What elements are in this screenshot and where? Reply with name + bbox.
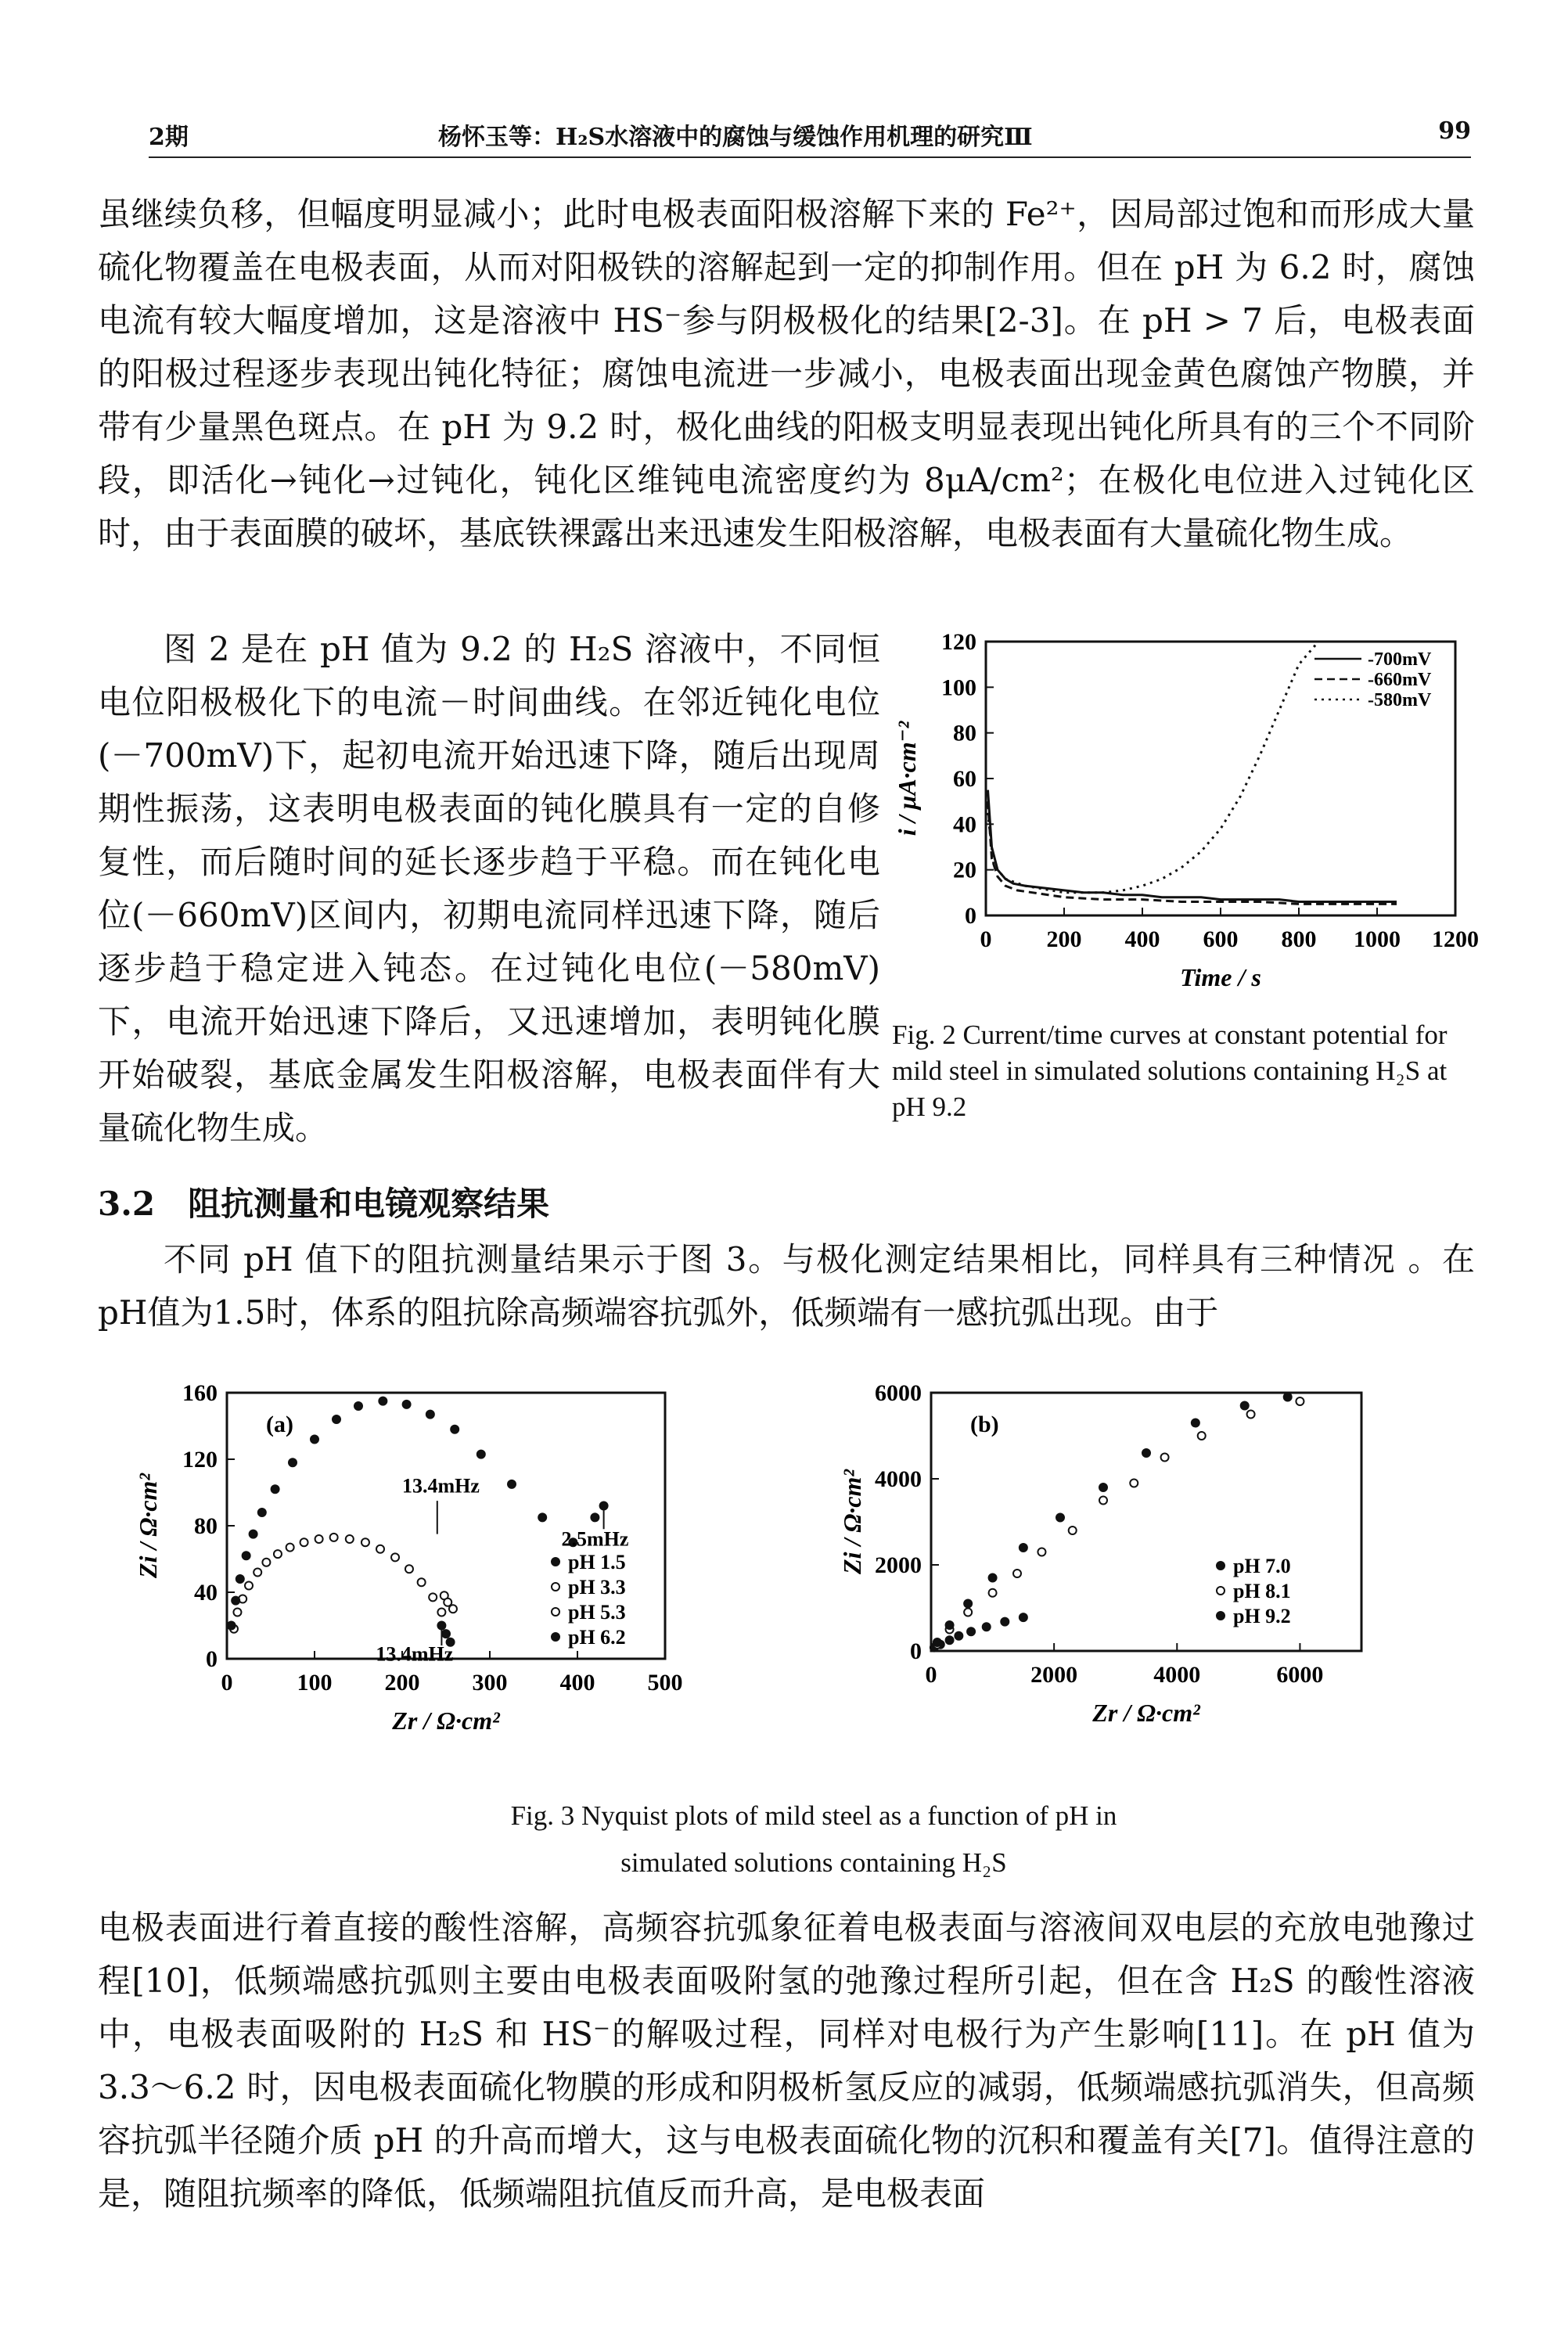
legend-label: pH 3.3 xyxy=(568,1576,626,1599)
data-point xyxy=(391,1553,399,1561)
legend-label: pH 5.3 xyxy=(568,1601,626,1624)
x-tick-label: 6000 xyxy=(1276,1662,1324,1688)
data-point xyxy=(250,1530,257,1538)
y-tick-label: 0 xyxy=(965,903,976,929)
data-point xyxy=(1099,1483,1107,1491)
data-point xyxy=(1192,1419,1199,1427)
fig3-caption-line1: Fig. 3 Nyquist plots of mild steel as a function of pH in xyxy=(510,1800,1117,1831)
data-point xyxy=(1130,1480,1138,1487)
y-axis-label: Zi / Ω·cm² xyxy=(134,1473,162,1578)
data-point xyxy=(1069,1527,1077,1534)
data-point xyxy=(418,1578,426,1586)
panel-label: (a) xyxy=(266,1412,293,1437)
y-tick-label: 0 xyxy=(206,1646,218,1672)
y-tick-label: 0 xyxy=(910,1638,922,1664)
data-point xyxy=(254,1569,261,1577)
data-point xyxy=(955,1632,962,1640)
y-tick-label: 60 xyxy=(953,766,976,792)
data-point xyxy=(403,1401,411,1408)
data-point xyxy=(989,1574,997,1582)
data-point xyxy=(1038,1548,1045,1556)
legend-label: -660mV xyxy=(1368,670,1432,690)
data-point xyxy=(311,1436,318,1444)
annotation-freq: 13.4mHz xyxy=(376,1642,454,1666)
paragraph-2: 图 2 是在 pH 值为 9.2 的 H₂S 溶液中，不同恒电位阳极极化下的电流－时间曲线。在邻近钝化电位(－700mV)下，起初电流开始迅速下降，随后出现周期性振荡，这表明电极表面的钝化膜具有一定的自修复性，而后随时间的延长逐步趋于平稳。而在钝化电位(－660mV)区间内，初期电流同样迅速下降，随后逐步趋于稳定进入钝态。在过钝化电位(－580mV)下，电流开始迅速下降后，又迅速增加，表明钝化膜开始破裂，基底金属发生阳极溶解，电极表面伴有大量硫化物生成。 xyxy=(98,630,880,1147)
data-point xyxy=(258,1509,266,1516)
data-point xyxy=(538,1513,546,1521)
paragraph-1: 虽继续负移，但幅度明显减小；此时电极表面阳极溶解下来的 Fe²⁺，因局部过饱和而形成大量硫化物覆盖在电极表面，从而对阳极铁的溶解起到一定的抑制作用。但在 pH 为 6.2 时，腐蚀电流有较大幅度增加，这是溶液中 HS⁻参与阴极极化的结果[2-3]。在 pH > 7 后，电极表面的阳极过程逐步表现出钝化特征；腐蚀电流进一步减小，电极表面出现金黄色腐蚀产物膜，并带有少量黑色斑点。在 pH 为 9.2 时，极化曲线的阳极支明显表现出钝化所具有的三个不同阶段，即活化→钝化→过钝化，钝化区维钝电流密度约为 8μA/cm²；在极化电位进入过钝化区时，由于表面膜的破坏，基底铁裸露出来迅速发生阳极溶解，电极表面有大量硫化物生成。 xyxy=(98,195,1475,552)
y-tick-label: 160 xyxy=(182,1380,218,1406)
legend-label: pH 6.2 xyxy=(568,1626,626,1649)
y-axis-label: i / μA·cm⁻² xyxy=(893,721,921,836)
data-point xyxy=(449,1605,457,1613)
data-point xyxy=(989,1589,997,1597)
paragraph-3: 不同 pH 值下的阻抗测量结果示于图 3。与极化测定结果相比，同样具有三种情况 。在pH值为1.5时，体系的阻抗除高频端容抗弧外，低频端有一感抗弧出现。由于 xyxy=(98,1240,1475,1332)
x-tick-label: 0 xyxy=(980,926,992,952)
fig3b-chart xyxy=(814,1377,1408,1753)
legend-label: pH 7.0 xyxy=(1233,1555,1291,1577)
y-tick-label: 40 xyxy=(194,1580,218,1606)
data-point xyxy=(228,1622,236,1630)
data-point xyxy=(1056,1514,1064,1522)
legend-label: pH 9.2 xyxy=(1233,1605,1291,1627)
data-point xyxy=(262,1559,270,1566)
data-point xyxy=(243,1552,250,1559)
annotation-freq: 13.4mHz xyxy=(402,1474,480,1498)
data-point xyxy=(508,1480,516,1488)
data-point xyxy=(1099,1497,1107,1505)
legend-marker xyxy=(552,1558,559,1566)
data-point xyxy=(289,1458,297,1466)
x-tick-label: 800 xyxy=(1281,926,1317,952)
x-axis-label: Zr / Ω·cm² xyxy=(1092,1699,1200,1727)
data-point xyxy=(232,1597,239,1605)
running-header xyxy=(149,117,1471,158)
y-tick-label: 40 xyxy=(953,811,976,838)
y-tick-label: 2000 xyxy=(875,1552,922,1578)
x-tick-label: 1000 xyxy=(1354,926,1401,952)
paragraph-4: 电极表面进行着直接的酸性溶解，高频容抗弧象征着电极表面与溶液间双电层的充放电弛豫过程[10]，低频端感抗弧则主要由电极表面吸附氢的弛豫过程所引起，但在含 H₂S 的酸性溶液中，电极表面吸附的 H₂S 和 HS⁻的解吸过程，同样对电极行为产生影响[11]。在 pH 值为 3.3～6.2 时，因电极表面硫化物膜的形成和阴极析氢反应的减弱，低频端感抗弧消失，但高频容抗弧半径随介质 pH 的升高而增大，这与电极表面硫化物的沉积和覆盖有关[7]。值得注意的是，随阻抗频率的降低，低频端阻抗值反而升高，是电极表面 xyxy=(98,1908,1475,2213)
panel-label: (b) xyxy=(970,1412,999,1437)
fig3-caption-line2: simulated solutions containing H₂S xyxy=(620,1847,1007,1878)
data-point xyxy=(376,1545,384,1553)
x-axis-label: Zr / Ω·cm² xyxy=(392,1706,500,1735)
x-tick-label: 400 xyxy=(1124,926,1160,952)
issue-number: 2期 xyxy=(149,124,189,151)
data-point xyxy=(354,1402,362,1410)
x-tick-label: 400 xyxy=(559,1670,595,1696)
legend-marker xyxy=(552,1608,559,1616)
data-point xyxy=(1241,1402,1249,1410)
data-point xyxy=(451,1426,459,1433)
legend-marker xyxy=(552,1633,559,1641)
fig3a-chart xyxy=(125,1377,720,1784)
page-number: 99 xyxy=(1438,117,1471,145)
data-point xyxy=(346,1535,354,1543)
data-point xyxy=(426,1411,434,1419)
data-point xyxy=(442,1630,450,1638)
section-heading: 3.2 阻抗测量和电镜观察结果 xyxy=(98,1185,550,1223)
fig2-caption: Fig. 2 Current/time curves at constant potential for mild steel in simulated solutions containing H₂S at pH 9.2 xyxy=(892,1020,1448,1122)
y-tick-label: 120 xyxy=(941,629,976,655)
data-point xyxy=(1296,1397,1304,1405)
data-point xyxy=(1013,1570,1021,1577)
x-tick-label: 1200 xyxy=(1432,926,1479,952)
data-point xyxy=(1284,1394,1292,1401)
data-point xyxy=(477,1451,485,1458)
data-point xyxy=(1247,1411,1255,1419)
data-point xyxy=(1020,1544,1027,1552)
data-point xyxy=(236,1575,244,1583)
data-point xyxy=(300,1538,308,1546)
legend-marker xyxy=(1217,1562,1225,1570)
x-tick-label: 200 xyxy=(384,1670,420,1696)
series-line--580mV xyxy=(988,642,1319,893)
running-title: 杨怀玉等：H₂S水溶液中的腐蚀与缓蚀作用机理的研究Ⅲ xyxy=(438,124,1033,151)
x-tick-label: 2000 xyxy=(1030,1662,1078,1688)
y-tick-label: 4000 xyxy=(875,1466,922,1492)
fig2-chart xyxy=(884,626,1494,1009)
legend-marker xyxy=(1217,1587,1225,1595)
legend-label: -700mV xyxy=(1368,649,1432,670)
y-tick-label: 80 xyxy=(194,1513,218,1539)
data-point xyxy=(983,1623,991,1631)
data-point xyxy=(591,1513,599,1521)
x-tick-label: 600 xyxy=(1203,926,1239,952)
legend-marker xyxy=(552,1583,559,1591)
data-point xyxy=(274,1550,282,1558)
data-point xyxy=(1020,1613,1027,1621)
series-line--700mV xyxy=(988,790,1397,902)
data-point xyxy=(233,1609,241,1617)
data-point xyxy=(1142,1449,1150,1457)
data-point xyxy=(245,1582,253,1590)
x-tick-label: 4000 xyxy=(1153,1662,1201,1688)
y-tick-label: 120 xyxy=(182,1447,218,1473)
annotation-freq: 2.5mHz xyxy=(561,1527,629,1551)
data-point xyxy=(964,1600,972,1608)
legend-label: -580mV xyxy=(1368,690,1432,710)
x-tick-label: 200 xyxy=(1046,926,1082,952)
data-point xyxy=(429,1593,437,1601)
data-point xyxy=(964,1609,972,1617)
y-tick-label: 6000 xyxy=(875,1380,922,1406)
data-point xyxy=(946,1636,954,1644)
data-point xyxy=(1198,1432,1206,1440)
data-point xyxy=(946,1621,954,1629)
y-tick-label: 20 xyxy=(953,857,976,883)
data-point xyxy=(361,1538,369,1546)
y-axis-label: Zi / Ω·cm² xyxy=(838,1469,866,1574)
data-point xyxy=(379,1397,387,1405)
y-tick-label: 80 xyxy=(953,720,976,746)
legend-label: pH 1.5 xyxy=(568,1551,626,1573)
data-point xyxy=(333,1415,340,1423)
legend-marker xyxy=(1217,1612,1225,1620)
data-point xyxy=(405,1565,413,1573)
x-tick-label: 100 xyxy=(297,1670,333,1696)
data-point xyxy=(315,1535,323,1543)
legend-label: pH 8.1 xyxy=(1233,1580,1291,1602)
x-tick-label: 0 xyxy=(221,1670,233,1696)
data-point xyxy=(272,1485,279,1493)
x-tick-label: 300 xyxy=(472,1670,508,1696)
x-tick-label: 500 xyxy=(647,1670,683,1696)
data-point xyxy=(437,1609,445,1617)
data-point xyxy=(330,1534,338,1541)
data-point xyxy=(1001,1618,1009,1626)
data-point xyxy=(1161,1454,1169,1462)
data-point xyxy=(933,1638,941,1646)
data-point xyxy=(286,1544,294,1552)
data-point xyxy=(967,1627,975,1635)
y-tick-label: 100 xyxy=(941,674,976,701)
x-tick-label: 0 xyxy=(925,1662,937,1688)
x-axis-label: Time / s xyxy=(1180,963,1261,991)
